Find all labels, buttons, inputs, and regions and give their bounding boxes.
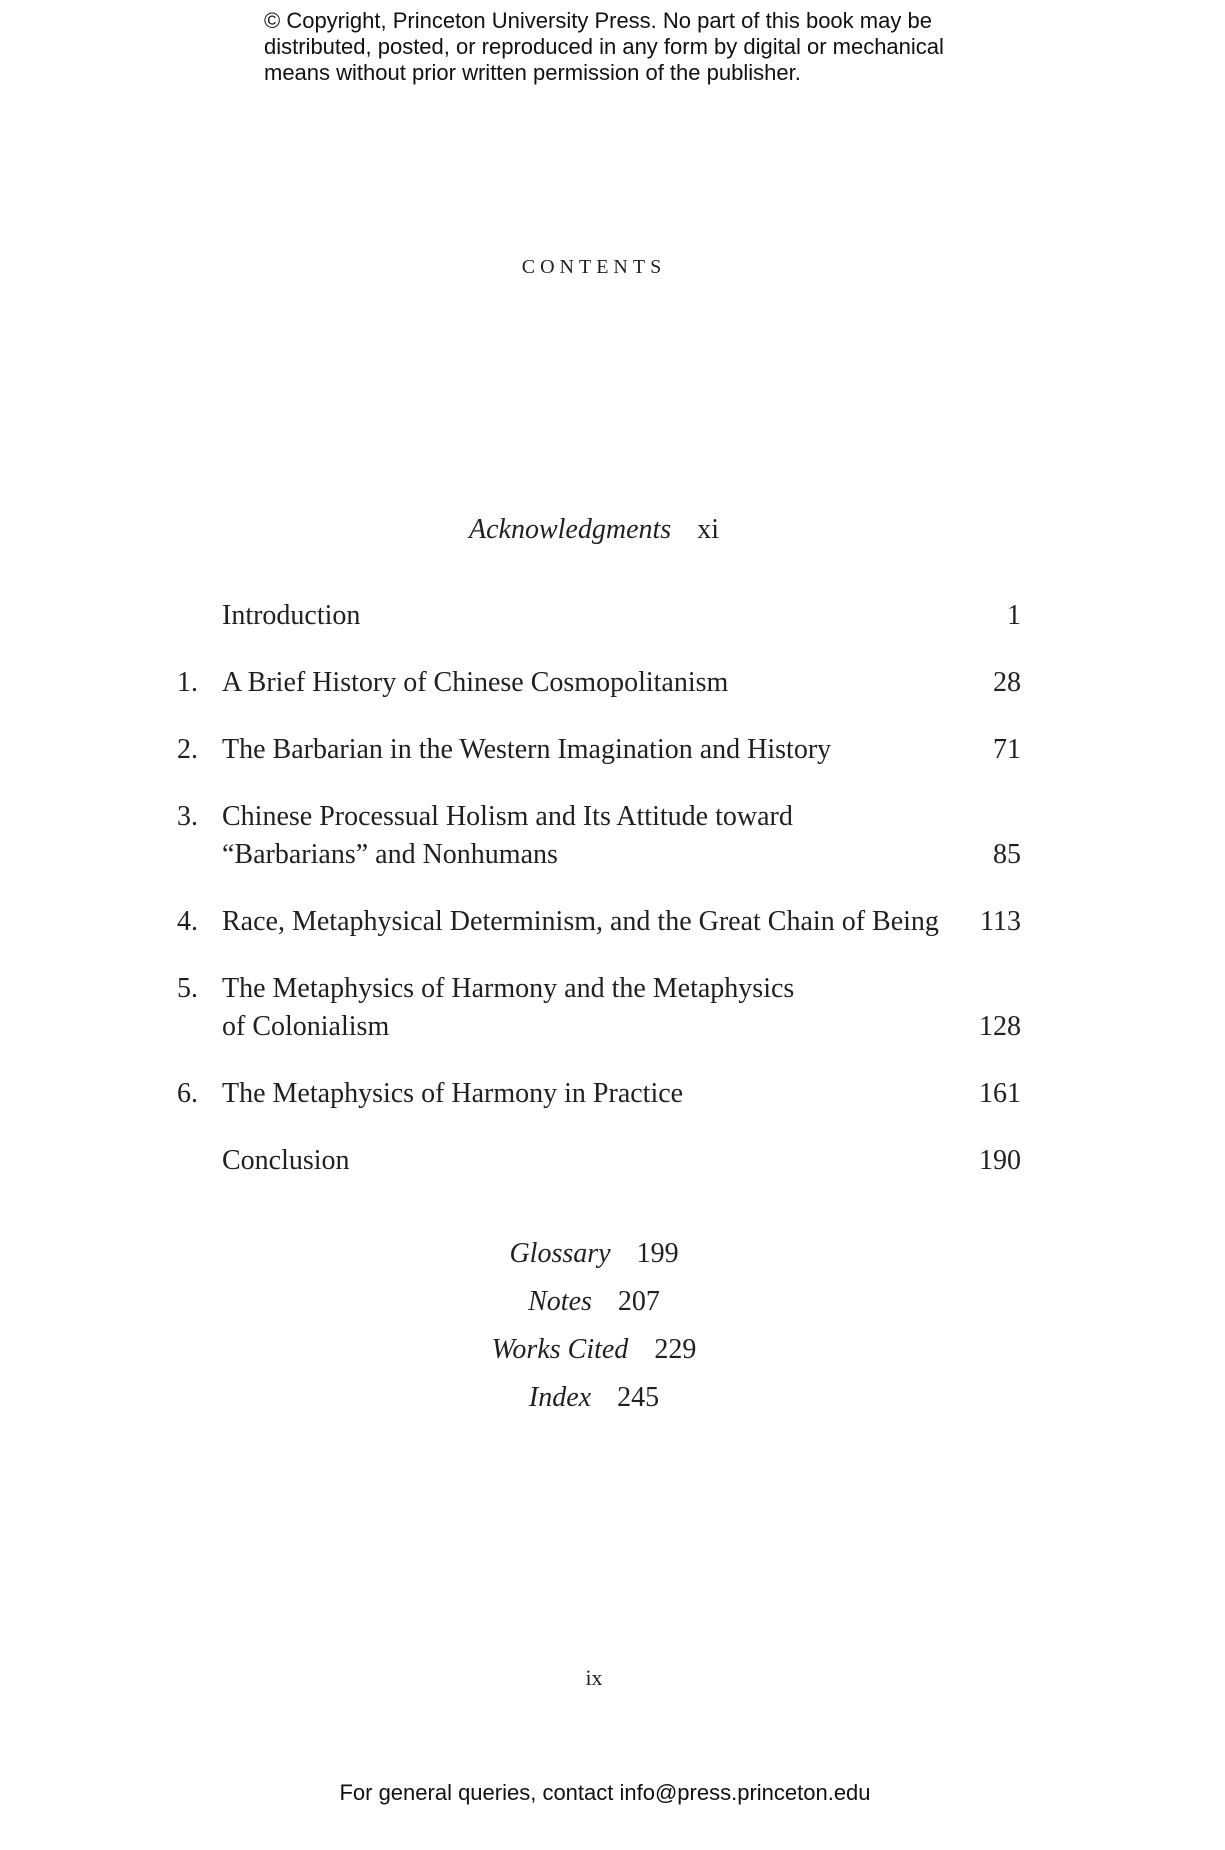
front-matter-acknowledgments	[0, 513, 1188, 547]
toc-entry	[0, 970, 1225, 1046]
toc-entry-title	[222, 731, 962, 769]
toc-entry-page: 1	[1007, 600, 1021, 631]
toc-entry	[0, 903, 1225, 941]
back-matter-label: Works Cited	[491, 1334, 629, 1365]
toc-entry-page: 128	[979, 1011, 1021, 1042]
toc-entry-title	[222, 1075, 962, 1113]
toc-entry-title-line: Introduction	[222, 600, 361, 631]
toc-entry-number: 6.	[177, 1078, 198, 1109]
toc-entry	[0, 731, 1225, 769]
front-matter-label: Acknowledgments	[469, 514, 672, 545]
toc-entry-title	[222, 903, 962, 941]
toc-entry-title-line: The Metaphysics of Harmony and the Metaphysics	[222, 973, 795, 1004]
back-matter-page: 245	[617, 1382, 660, 1413]
copyright-line-1: © Copyright, Princeton University Press. No part of this book may be	[264, 8, 932, 33]
toc-entry-page: 28	[993, 667, 1021, 698]
toc-entry-title-line: “Barbarians” and Nonhumans	[222, 839, 558, 870]
toc-entry-page: 190	[979, 1145, 1021, 1176]
toc-entry-page: 113	[980, 906, 1021, 937]
toc-entry-title	[222, 798, 962, 874]
toc-entry	[0, 1142, 1225, 1180]
toc-entry-number: 2.	[177, 734, 198, 765]
back-matter-page: 207	[617, 1286, 660, 1317]
toc-entry	[0, 597, 1225, 635]
toc-entry-title-line: The Metaphysics of Harmony in Practice	[222, 1078, 684, 1109]
back-matter-item	[0, 1236, 1188, 1284]
back-matter-page: 229	[654, 1334, 697, 1365]
back-matter-item	[0, 1332, 1188, 1380]
back-matter-label: Notes	[528, 1286, 592, 1317]
toc-entry-title-line: Chinese Processual Holism and Its Attitude toward	[222, 801, 793, 832]
toc-entry-title-line: Conclusion	[222, 1145, 350, 1176]
toc-entry-page: 161	[979, 1078, 1021, 1109]
page-title: contents	[521, 249, 667, 280]
back-matter-item	[0, 1284, 1188, 1332]
copyright-line-3: means without prior written permission of the publisher.	[264, 60, 801, 85]
back-matter-item	[0, 1380, 1188, 1428]
copyright-line-2: distributed, posted, or reproduced in any form by digital or mechanical	[264, 34, 944, 59]
toc-entry	[0, 798, 1225, 874]
footer-contact: For general queries, contact info@press.princeton.edu	[339, 1780, 871, 1805]
toc-entry-title-line: Race, Metaphysical Determinism, and the Great Chain of Being	[222, 906, 939, 937]
toc-entry-title-line: of Colonialism	[222, 1011, 390, 1042]
toc-entry-number: 1.	[177, 667, 198, 698]
toc-entry	[0, 1075, 1225, 1113]
toc-entry-number: 3.	[177, 801, 198, 832]
back-matter-label: Glossary	[509, 1238, 611, 1269]
toc-entry	[0, 664, 1225, 702]
toc-entry-title	[222, 664, 962, 702]
toc-entry-page: 85	[993, 839, 1021, 870]
back-matter-page: 199	[636, 1238, 679, 1269]
page-number: ix	[585, 1665, 603, 1690]
toc-entry-title-line: A Brief History of Chinese Cosmopolitanism	[222, 667, 729, 698]
front-matter-page: xi	[697, 514, 719, 545]
toc-entry-number: 4.	[177, 906, 198, 937]
toc-entry-title-line: The Barbarian in the Western Imagination and History	[222, 734, 832, 765]
toc-entry-title	[222, 1142, 962, 1180]
copyright-notice	[264, 8, 1024, 86]
toc-entry-title	[222, 597, 962, 635]
toc-entry-number: 5.	[177, 973, 198, 1004]
toc-entry-page: 71	[993, 734, 1021, 765]
back-matter-label: Index	[528, 1382, 592, 1413]
toc-entry-title	[222, 970, 962, 1046]
back-matter-list	[0, 1236, 1188, 1428]
